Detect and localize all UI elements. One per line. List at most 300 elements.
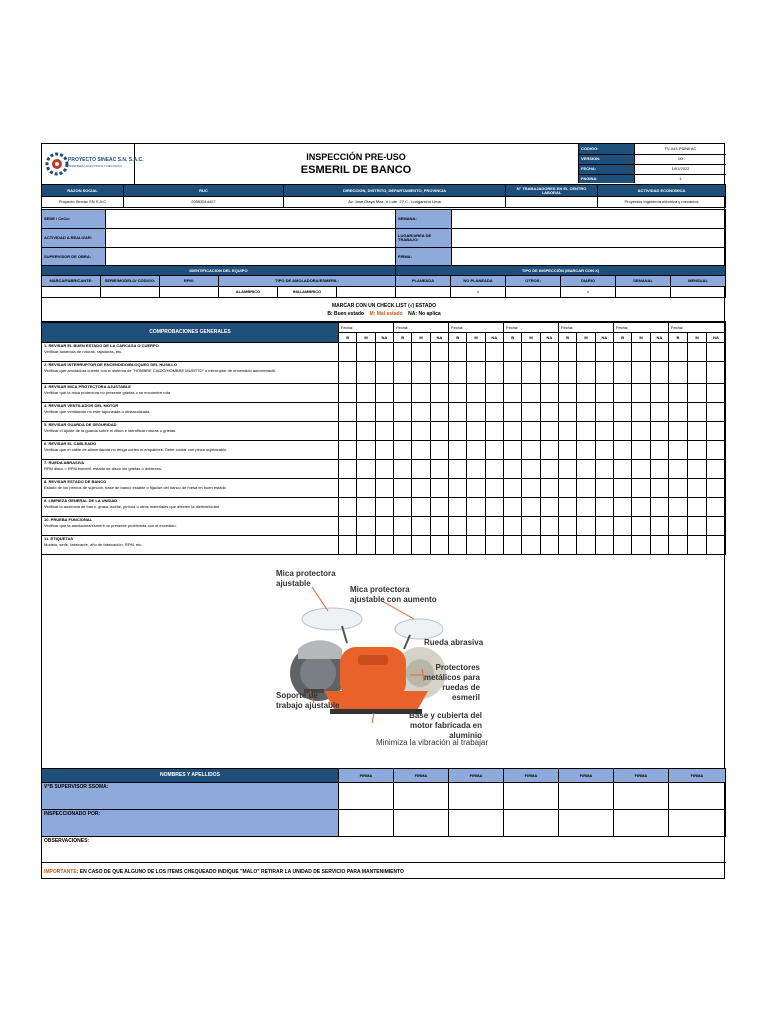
check-cell[interactable] xyxy=(559,362,577,384)
check-cell[interactable] xyxy=(339,498,357,517)
inspeccion-type: OTROS: xyxy=(506,276,561,287)
check-cell[interactable] xyxy=(688,362,707,384)
check-cell[interactable] xyxy=(559,479,577,498)
check-cell[interactable] xyxy=(632,517,650,536)
check-cell[interactable] xyxy=(339,441,357,460)
check-cell[interactable] xyxy=(522,362,540,384)
check-cell[interactable] xyxy=(449,536,467,555)
check-cell[interactable] xyxy=(467,460,485,479)
check-cell[interactable] xyxy=(430,536,448,555)
check-cell[interactable] xyxy=(707,479,726,498)
check-cell[interactable] xyxy=(375,460,393,479)
check-cell[interactable] xyxy=(449,460,467,479)
razon-social-value: Proyecto Sineac SN S.A.C xyxy=(42,197,124,208)
check-cell[interactable] xyxy=(688,441,707,460)
check-cell[interactable] xyxy=(504,517,522,536)
check-cell[interactable] xyxy=(577,441,595,460)
check-cell[interactable] xyxy=(449,441,467,460)
check-cell[interactable] xyxy=(339,362,357,384)
check-cell[interactable] xyxy=(688,536,707,555)
label-mica-aumento: Mica protectora ajustable con aumento xyxy=(350,585,437,604)
check-cell[interactable] xyxy=(449,479,467,498)
check-cell[interactable] xyxy=(522,441,540,460)
check-cell[interactable] xyxy=(412,441,430,460)
check-cell[interactable] xyxy=(669,536,688,555)
check-cell[interactable] xyxy=(467,362,485,384)
check-cell[interactable] xyxy=(375,403,393,422)
check-cell[interactable] xyxy=(614,422,632,441)
check-cell[interactable] xyxy=(577,498,595,517)
check-cell[interactable] xyxy=(375,384,393,403)
firma-cell[interactable] xyxy=(559,783,614,810)
check-cell[interactable] xyxy=(430,384,448,403)
firma-cell[interactable] xyxy=(559,810,614,837)
check-cell[interactable] xyxy=(522,384,540,403)
firma-cell[interactable] xyxy=(504,783,559,810)
check-cell[interactable] xyxy=(707,517,726,536)
check-cell[interactable] xyxy=(595,362,613,384)
check-cell[interactable] xyxy=(632,498,650,517)
check-cell[interactable] xyxy=(357,460,375,479)
check-cell[interactable] xyxy=(669,403,688,422)
check-cell[interactable] xyxy=(394,498,412,517)
check-cell[interactable] xyxy=(707,384,726,403)
firma-cell[interactable] xyxy=(339,783,394,810)
check-cell[interactable] xyxy=(650,343,668,362)
check-cell[interactable] xyxy=(339,460,357,479)
check-cell[interactable] xyxy=(449,498,467,517)
check-cell[interactable] xyxy=(375,422,393,441)
check-cell[interactable] xyxy=(467,479,485,498)
check-cell[interactable] xyxy=(614,441,632,460)
check-cell[interactable] xyxy=(688,343,707,362)
supervisor-label: SUPERVISOR DE OBRA: xyxy=(42,248,106,266)
check-cell[interactable] xyxy=(614,498,632,517)
check-cell[interactable] xyxy=(485,479,503,498)
check-cell[interactable] xyxy=(595,343,613,362)
check-cell[interactable] xyxy=(632,362,650,384)
check-cell[interactable] xyxy=(430,362,448,384)
check-cell[interactable] xyxy=(339,422,357,441)
check-cell[interactable] xyxy=(559,498,577,517)
check-cell[interactable] xyxy=(669,384,688,403)
check-cell[interactable] xyxy=(595,460,613,479)
mica-shield-right xyxy=(395,619,443,639)
checklist-item xyxy=(42,479,726,486)
firma-cell[interactable] xyxy=(669,810,726,837)
firma-cell[interactable] xyxy=(614,783,669,810)
check-cell[interactable] xyxy=(357,536,375,555)
check-cell[interactable] xyxy=(449,517,467,536)
status-col-header: NA xyxy=(430,333,448,343)
serie-field[interactable] xyxy=(101,287,160,298)
check-cell[interactable] xyxy=(669,422,688,441)
checklist-item-title: 3. REVISAR MICA PROTECTORA AJUSTABLE xyxy=(42,384,339,391)
firma-cell[interactable] xyxy=(394,810,449,837)
check-cell[interactable] xyxy=(540,536,558,555)
checklist-item-desc: Verificar la ausencia de barro, grasa, aceite, pintura u otros materiales que afecten la dielectricidad. xyxy=(42,505,339,517)
check-cell[interactable] xyxy=(650,517,668,536)
meta-label: FECHA: xyxy=(579,164,635,174)
firma-cell[interactable] xyxy=(504,810,559,837)
check-cell[interactable] xyxy=(412,536,430,555)
check-cell[interactable] xyxy=(577,460,595,479)
check-cell[interactable] xyxy=(540,441,558,460)
check-cell[interactable] xyxy=(394,441,412,460)
checklist-item-desc: Verificar que amoladora cuente con el sistema de "HOMBRE CAIDO/HOMBRE MUERTO" o interruptor de encendido autorretráctil. xyxy=(42,369,339,384)
firma-header: FIRMA xyxy=(669,769,726,783)
check-cell[interactable] xyxy=(467,441,485,460)
check-cell[interactable] xyxy=(669,517,688,536)
inspeccion-mark[interactable]: x xyxy=(451,287,506,298)
check-cell[interactable] xyxy=(412,460,430,479)
check-cell[interactable] xyxy=(394,362,412,384)
check-cell[interactable] xyxy=(357,517,375,536)
check-cell[interactable] xyxy=(632,343,650,362)
check-cell[interactable] xyxy=(559,517,577,536)
check-cell[interactable] xyxy=(522,422,540,441)
status-col-header: M xyxy=(357,333,375,343)
check-cell[interactable] xyxy=(688,479,707,498)
check-cell[interactable] xyxy=(339,536,357,555)
check-cell[interactable] xyxy=(614,479,632,498)
fecha-label: Fecha: xyxy=(614,323,669,333)
check-cell[interactable] xyxy=(650,479,668,498)
check-cell[interactable] xyxy=(412,343,430,362)
check-cell[interactable] xyxy=(412,403,430,422)
checklist-item-title: 4. REVISAR VENTILADOR DEL MOTOR xyxy=(42,403,339,410)
status-col-header: B xyxy=(559,333,577,343)
check-cell[interactable] xyxy=(449,362,467,384)
check-cell[interactable] xyxy=(375,517,393,536)
check-cell[interactable] xyxy=(595,517,613,536)
check-cell[interactable] xyxy=(614,403,632,422)
check-cell[interactable] xyxy=(614,517,632,536)
inspection-form xyxy=(41,143,725,879)
check-cell[interactable] xyxy=(430,403,448,422)
check-cell[interactable] xyxy=(339,403,357,422)
check-cell[interactable] xyxy=(595,536,613,555)
check-cell[interactable] xyxy=(595,498,613,517)
lugar-field[interactable] xyxy=(452,229,726,248)
check-cell[interactable] xyxy=(357,403,375,422)
check-cell[interactable] xyxy=(412,384,430,403)
check-cell[interactable] xyxy=(394,403,412,422)
check-cell[interactable] xyxy=(485,343,503,362)
check-cell[interactable] xyxy=(357,362,375,384)
check-cell[interactable] xyxy=(632,403,650,422)
check-cell[interactable] xyxy=(467,422,485,441)
firma-cell[interactable] xyxy=(614,810,669,837)
check-cell[interactable] xyxy=(669,343,688,362)
firma-field[interactable] xyxy=(452,248,726,266)
check-cell[interactable] xyxy=(540,422,558,441)
check-cell[interactable] xyxy=(559,441,577,460)
check-cell[interactable] xyxy=(669,441,688,460)
check-cell[interactable] xyxy=(577,343,595,362)
semana-label: SEMANA: xyxy=(396,210,452,229)
check-cell[interactable] xyxy=(614,460,632,479)
check-cell[interactable] xyxy=(650,536,668,555)
check-cell[interactable] xyxy=(595,403,613,422)
check-cell[interactable] xyxy=(375,498,393,517)
check-cell[interactable] xyxy=(632,460,650,479)
check-cell[interactable] xyxy=(375,441,393,460)
supervisor-field[interactable] xyxy=(106,248,396,266)
check-cell[interactable] xyxy=(577,422,595,441)
check-cell[interactable] xyxy=(430,343,448,362)
check-cell[interactable] xyxy=(688,422,707,441)
check-cell[interactable] xyxy=(632,422,650,441)
check-cell[interactable] xyxy=(577,403,595,422)
sede-field[interactable] xyxy=(106,210,396,229)
check-cell[interactable] xyxy=(540,517,558,536)
check-cell[interactable] xyxy=(504,343,522,362)
check-cell[interactable] xyxy=(559,460,577,479)
check-cell[interactable] xyxy=(540,403,558,422)
check-cell[interactable] xyxy=(412,362,430,384)
check-cell[interactable] xyxy=(485,536,503,555)
check-cell[interactable] xyxy=(707,362,726,384)
check-cell[interactable] xyxy=(614,536,632,555)
check-cell[interactable] xyxy=(540,498,558,517)
check-cell[interactable] xyxy=(669,479,688,498)
check-cell[interactable] xyxy=(504,422,522,441)
check-cell[interactable] xyxy=(504,362,522,384)
check-cell[interactable] xyxy=(504,479,522,498)
check-cell[interactable] xyxy=(449,384,467,403)
check-cell[interactable] xyxy=(614,384,632,403)
check-cell[interactable] xyxy=(430,517,448,536)
check-cell[interactable] xyxy=(522,343,540,362)
rpm-field[interactable] xyxy=(160,287,219,298)
check-cell[interactable] xyxy=(467,517,485,536)
inspeccion-mark[interactable] xyxy=(671,287,726,298)
check-cell[interactable] xyxy=(522,403,540,422)
check-cell[interactable] xyxy=(522,460,540,479)
status-col-header: NA xyxy=(375,333,393,343)
check-cell[interactable] xyxy=(357,441,375,460)
check-cell[interactable] xyxy=(394,422,412,441)
check-cell[interactable] xyxy=(375,343,393,362)
check-cell[interactable] xyxy=(707,536,726,555)
trabajadores-value[interactable] xyxy=(506,197,598,208)
check-cell[interactable] xyxy=(540,384,558,403)
check-cell[interactable] xyxy=(339,479,357,498)
check-cell[interactable] xyxy=(707,403,726,422)
check-cell[interactable] xyxy=(522,479,540,498)
firma-header: FIRMA xyxy=(504,769,559,783)
check-cell[interactable] xyxy=(357,422,375,441)
check-cell[interactable] xyxy=(650,362,668,384)
check-cell[interactable] xyxy=(688,403,707,422)
check-cell[interactable] xyxy=(485,403,503,422)
check-cell[interactable] xyxy=(485,422,503,441)
marca-field[interactable] xyxy=(42,287,101,298)
check-cell[interactable] xyxy=(485,362,503,384)
inspeccion-mark[interactable] xyxy=(396,287,451,298)
check-cell[interactable] xyxy=(688,517,707,536)
check-cell[interactable] xyxy=(540,479,558,498)
check-cell[interactable] xyxy=(504,403,522,422)
inalambrico-option[interactable]: INALAMBRICO xyxy=(278,287,337,298)
callout-line-base xyxy=(372,713,374,723)
check-cell[interactable] xyxy=(707,422,726,441)
check-cell[interactable] xyxy=(522,536,540,555)
check-cell[interactable] xyxy=(614,343,632,362)
check-cell[interactable] xyxy=(669,460,688,479)
check-cell[interactable] xyxy=(650,460,668,479)
check-cell[interactable] xyxy=(467,384,485,403)
check-cell[interactable] xyxy=(485,517,503,536)
check-cell[interactable] xyxy=(577,384,595,403)
check-cell[interactable] xyxy=(430,441,448,460)
check-cell[interactable] xyxy=(540,460,558,479)
check-cell[interactable] xyxy=(412,422,430,441)
check-cell[interactable] xyxy=(467,343,485,362)
check-cell[interactable] xyxy=(504,498,522,517)
check-cell[interactable] xyxy=(595,441,613,460)
check-cell[interactable] xyxy=(559,384,577,403)
check-cell[interactable] xyxy=(430,460,448,479)
check-cell[interactable] xyxy=(522,517,540,536)
check-cell[interactable] xyxy=(595,422,613,441)
check-cell[interactable] xyxy=(504,441,522,460)
check-cell[interactable] xyxy=(688,384,707,403)
check-cell[interactable] xyxy=(707,441,726,460)
check-cell[interactable] xyxy=(430,422,448,441)
check-cell[interactable] xyxy=(577,362,595,384)
semana-field[interactable] xyxy=(452,210,726,229)
alambrico-option[interactable]: ALAMBRICO xyxy=(219,287,278,298)
check-cell[interactable] xyxy=(707,498,726,517)
check-cell[interactable] xyxy=(485,498,503,517)
check-cell[interactable] xyxy=(504,460,522,479)
check-cell[interactable] xyxy=(339,343,357,362)
check-cell[interactable] xyxy=(577,479,595,498)
check-cell[interactable] xyxy=(357,479,375,498)
check-cell[interactable] xyxy=(412,498,430,517)
check-cell[interactable] xyxy=(375,362,393,384)
check-cell[interactable] xyxy=(650,403,668,422)
inspeccion-mark[interactable] xyxy=(506,287,561,298)
check-cell[interactable] xyxy=(632,384,650,403)
inspeccion-type: MENSUAL xyxy=(671,276,726,287)
check-cell[interactable] xyxy=(394,479,412,498)
firma-cell[interactable] xyxy=(449,783,504,810)
status-col-header: NA xyxy=(650,333,668,343)
check-cell[interactable] xyxy=(357,343,375,362)
check-cell[interactable] xyxy=(577,536,595,555)
check-cell[interactable] xyxy=(357,498,375,517)
check-cell[interactable] xyxy=(449,343,467,362)
observaciones-box[interactable] xyxy=(42,836,726,863)
inspeccion-mark[interactable]: x xyxy=(561,287,616,298)
check-cell[interactable] xyxy=(449,422,467,441)
check-cell[interactable] xyxy=(595,479,613,498)
check-cell[interactable] xyxy=(394,536,412,555)
check-cell[interactable] xyxy=(412,479,430,498)
check-cell[interactable] xyxy=(650,498,668,517)
check-cell[interactable] xyxy=(577,517,595,536)
firma-cell[interactable] xyxy=(339,810,394,837)
check-cell[interactable] xyxy=(595,384,613,403)
label-mica: Mica protectora ajustable xyxy=(276,569,336,588)
check-cell[interactable] xyxy=(632,536,650,555)
check-cell[interactable] xyxy=(540,362,558,384)
check-cell[interactable] xyxy=(357,384,375,403)
status-col-header: M xyxy=(522,333,540,343)
check-cell[interactable] xyxy=(650,441,668,460)
status-col-header: M xyxy=(467,333,485,343)
check-cell[interactable] xyxy=(394,460,412,479)
check-cell[interactable] xyxy=(504,384,522,403)
checklist-item xyxy=(42,460,726,467)
check-cell[interactable] xyxy=(707,460,726,479)
firma-cell[interactable] xyxy=(449,810,504,837)
check-cell[interactable] xyxy=(339,384,357,403)
actividad-field[interactable] xyxy=(106,229,396,248)
check-cell[interactable] xyxy=(540,343,558,362)
check-cell[interactable] xyxy=(339,517,357,536)
tipo-extra-field[interactable] xyxy=(337,287,396,298)
inspeccion-mark[interactable] xyxy=(616,287,671,298)
check-cell[interactable] xyxy=(614,362,632,384)
check-cell[interactable] xyxy=(669,362,688,384)
check-cell[interactable] xyxy=(650,422,668,441)
check-cell[interactable] xyxy=(394,517,412,536)
trabajadores-header: N° TRABAJADORES EN EL CENTRO LABORAL xyxy=(506,185,598,197)
check-cell[interactable] xyxy=(375,479,393,498)
check-cell[interactable] xyxy=(485,441,503,460)
check-cell[interactable] xyxy=(707,343,726,362)
check-cell[interactable] xyxy=(430,498,448,517)
status-col-header: NA xyxy=(595,333,613,343)
check-cell[interactable] xyxy=(485,460,503,479)
check-cell[interactable] xyxy=(559,536,577,555)
check-cell[interactable] xyxy=(688,498,707,517)
firma-cell[interactable] xyxy=(669,783,726,810)
check-cell[interactable] xyxy=(559,403,577,422)
check-cell[interactable] xyxy=(632,441,650,460)
check-cell[interactable] xyxy=(559,422,577,441)
check-cell[interactable] xyxy=(467,498,485,517)
inspeccionado-label: INSPECCIONADO POR: xyxy=(42,810,339,837)
checklist-item xyxy=(42,403,726,410)
check-cell[interactable] xyxy=(688,460,707,479)
check-cell[interactable] xyxy=(669,498,688,517)
check-cell[interactable] xyxy=(449,403,467,422)
check-cell[interactable] xyxy=(430,479,448,498)
status-col-header: B xyxy=(339,333,357,343)
check-cell[interactable] xyxy=(632,479,650,498)
legend xyxy=(42,299,726,322)
check-cell[interactable] xyxy=(485,384,503,403)
check-cell[interactable] xyxy=(394,384,412,403)
check-cell[interactable] xyxy=(504,536,522,555)
check-cell[interactable] xyxy=(522,498,540,517)
check-cell[interactable] xyxy=(375,536,393,555)
actividad-header: ACTIVIDAD ECONOMICA xyxy=(598,185,726,197)
check-cell[interactable] xyxy=(467,536,485,555)
check-cell[interactable] xyxy=(559,343,577,362)
check-cell[interactable] xyxy=(650,384,668,403)
check-cell[interactable] xyxy=(467,403,485,422)
check-cell[interactable] xyxy=(394,343,412,362)
firma-cell[interactable] xyxy=(394,783,449,810)
equipment-diagram xyxy=(42,563,726,768)
check-cell[interactable] xyxy=(412,517,430,536)
